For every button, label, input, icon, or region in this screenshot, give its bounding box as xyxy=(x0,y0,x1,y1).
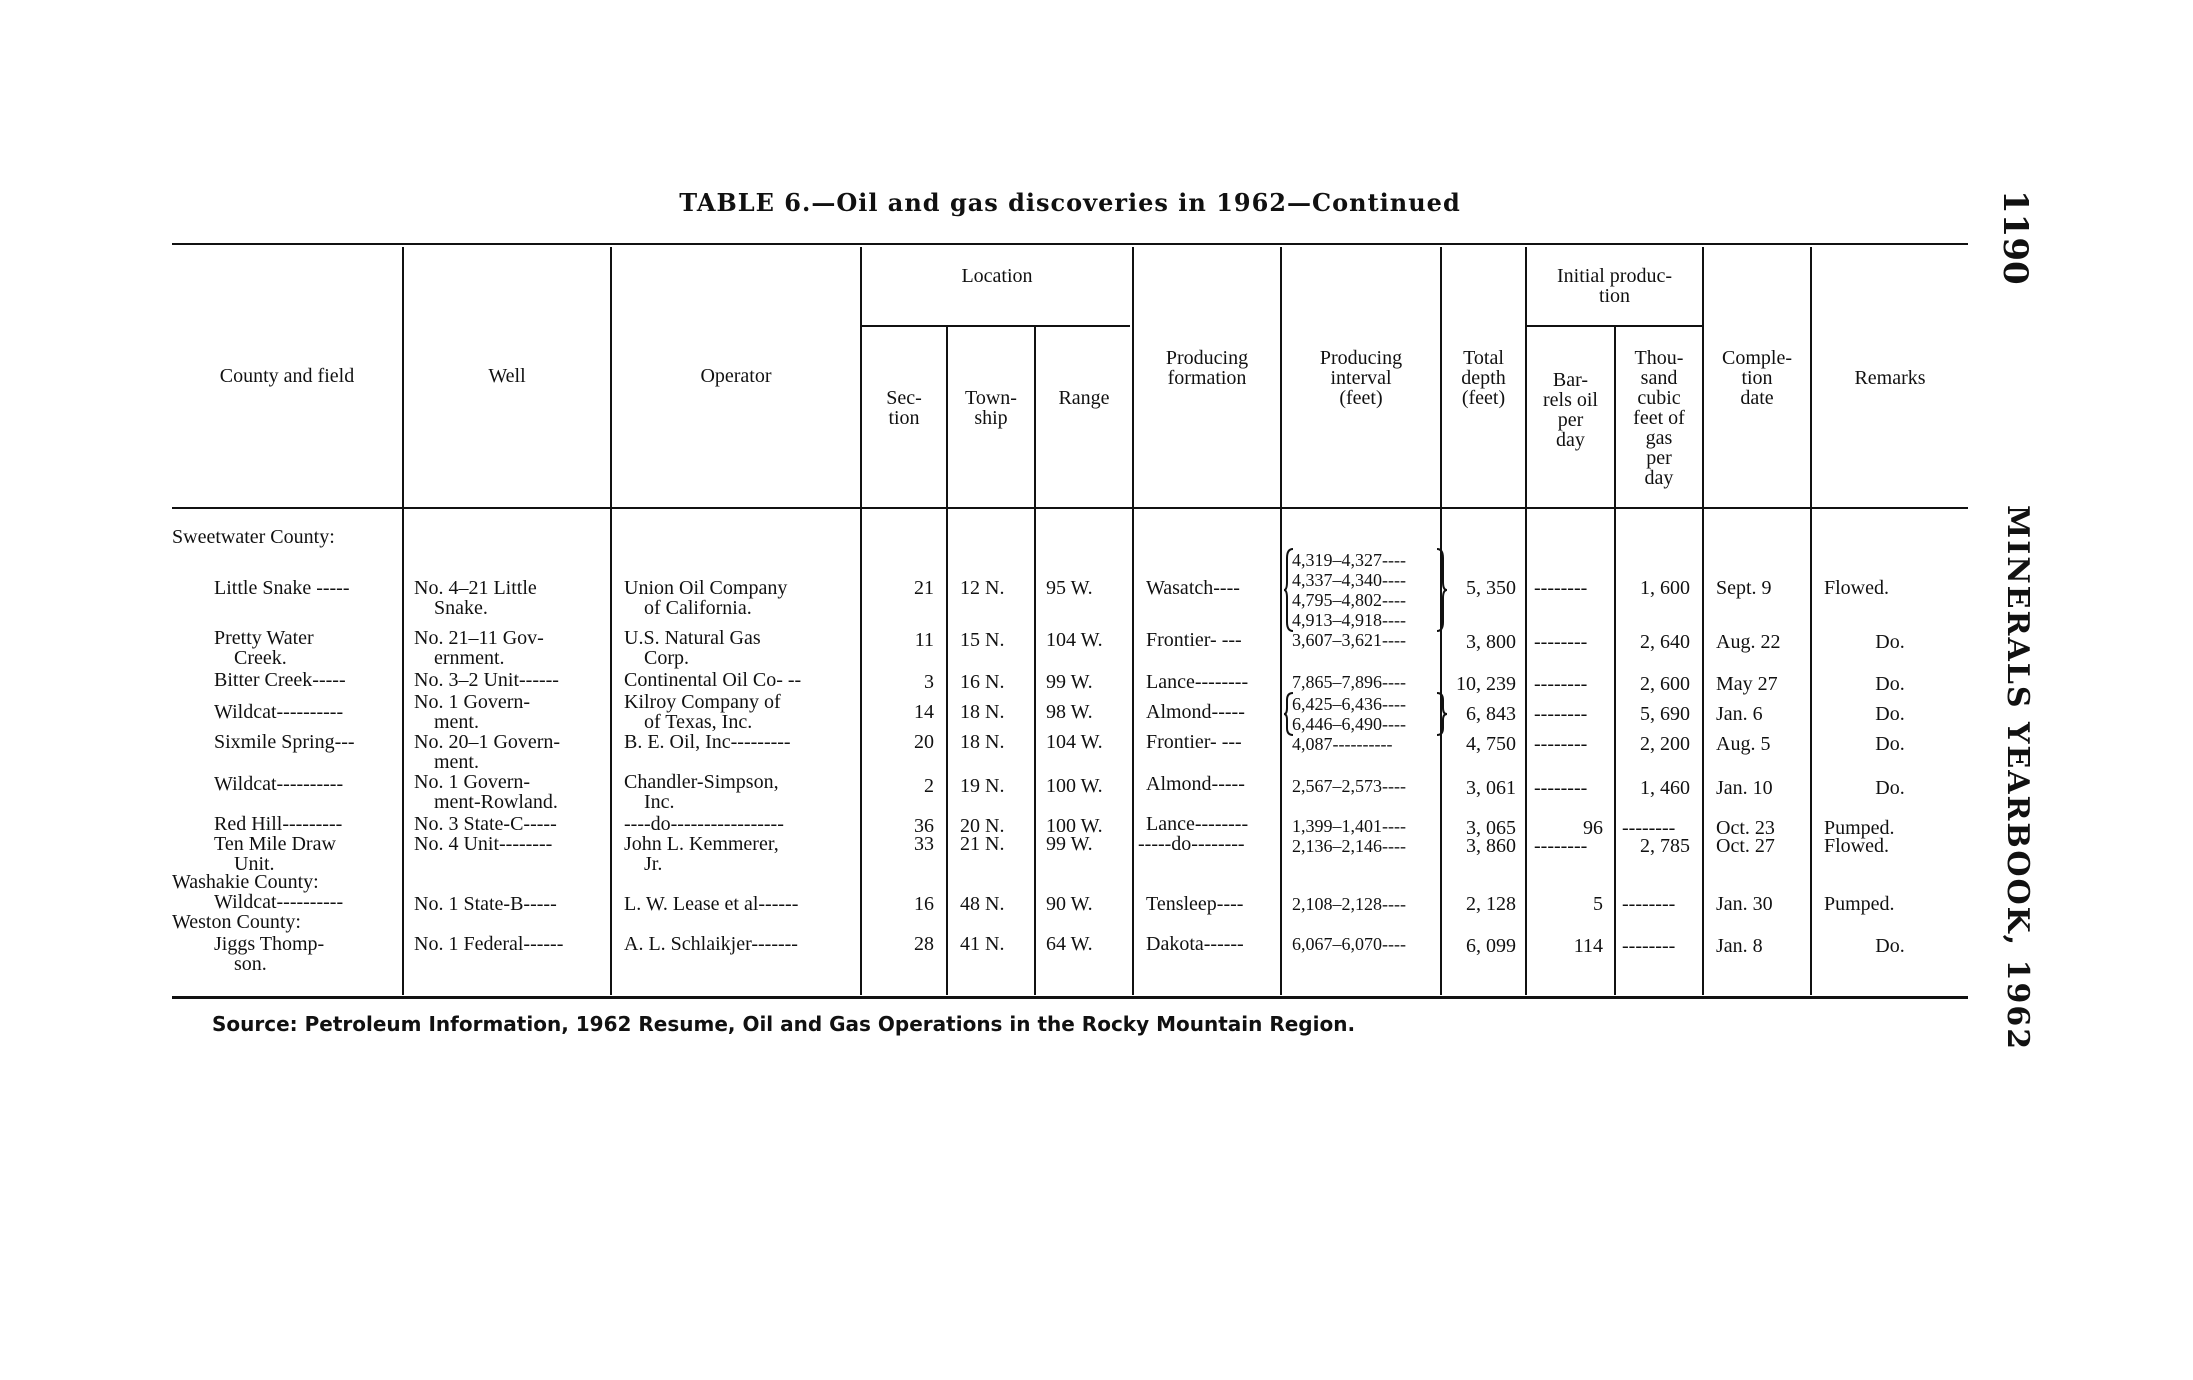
gas-value: 2, 640 xyxy=(1640,631,1690,653)
col-divider xyxy=(860,247,862,995)
formation-value: Dakota------ xyxy=(1146,933,1244,955)
remarks-value: Pumped. xyxy=(1824,817,1895,839)
township-value: 41 N. xyxy=(960,933,1005,955)
remarks-value: Do. xyxy=(1875,733,1905,755)
well-name: No. 20–1 Govern- xyxy=(414,731,561,753)
range-value: 100 W. xyxy=(1046,815,1103,837)
col-divider xyxy=(1810,247,1812,995)
oil-value: -------- xyxy=(1534,631,1588,653)
group-sweetwater: Sweetwater County: xyxy=(172,526,335,548)
interval-value: 4,795–4,802---- xyxy=(1292,590,1406,610)
well-name: No. 3–2 Unit------ xyxy=(414,669,559,691)
remarks-value: Do. xyxy=(1875,935,1905,957)
township-value: 19 N. xyxy=(960,775,1005,797)
operator-name: of Texas, Inc. xyxy=(644,711,753,733)
interval-value: 4,337–4,340---- xyxy=(1292,570,1406,590)
remarks-value: Do. xyxy=(1875,631,1905,653)
interval-value: 6,446–6,490---- xyxy=(1292,714,1406,734)
township-value: 48 N. xyxy=(960,893,1005,915)
field-name: Red Hill--------- xyxy=(214,813,343,835)
gas-value: 1, 600 xyxy=(1640,577,1690,599)
well-name: No. 3 State-C----- xyxy=(414,813,557,835)
bottom-rule xyxy=(172,996,1968,999)
section-value: 2 xyxy=(924,775,934,797)
field-name: Creek. xyxy=(234,647,287,669)
col-divider xyxy=(610,247,612,995)
oil-value: -------- xyxy=(1534,733,1588,755)
completion-date: Oct. 27 xyxy=(1716,835,1775,857)
range-value: 64 W. xyxy=(1046,933,1093,955)
interval-value: 1,399–1,401---- xyxy=(1292,816,1406,836)
formation-value: Lance-------- xyxy=(1146,813,1249,835)
section-value: 28 xyxy=(914,933,934,955)
township-value: 21 N. xyxy=(960,833,1005,855)
remarks-value: Do. xyxy=(1875,777,1905,799)
header-county-field: County and field xyxy=(219,365,355,387)
brace-left-little-snake xyxy=(1284,548,1294,632)
brace-right-little-snake xyxy=(1436,548,1448,632)
operator-name: Kilroy Company of xyxy=(624,691,781,713)
formation-value: Lance-------- xyxy=(1146,671,1249,693)
formation-value: Wasatch---- xyxy=(1146,577,1240,599)
oil-value: 114 xyxy=(1573,935,1603,957)
township-value: 18 N. xyxy=(960,701,1005,723)
oil-value: 96 xyxy=(1583,817,1603,839)
depth-value: 6, 099 xyxy=(1466,935,1516,957)
header-township: Town- ship xyxy=(965,387,1017,429)
interval-value: 2,108–2,128---- xyxy=(1292,894,1406,914)
operator-name: Union Oil Company xyxy=(624,577,788,599)
formation-value: Frontier- --- xyxy=(1146,629,1242,651)
depth-value: 6, 843 xyxy=(1466,703,1516,725)
section-value: 3 xyxy=(924,671,934,693)
well-name: ment. xyxy=(434,751,479,773)
completion-date: Jan. 8 xyxy=(1716,935,1763,957)
gas-value: 2, 600 xyxy=(1640,673,1690,695)
range-value: 104 W. xyxy=(1046,629,1103,651)
header-remarks: Remarks xyxy=(1854,367,1926,389)
depth-value: 3, 860 xyxy=(1466,835,1516,857)
range-value: 98 W. xyxy=(1046,701,1093,723)
interval-value: 4,319–4,327---- xyxy=(1292,550,1406,570)
header-total-depth: Total depth (feet) xyxy=(1461,347,1506,409)
header-initial-production: Initial produc- tion xyxy=(1557,265,1672,307)
section-value: 14 xyxy=(914,701,934,723)
depth-value: 5, 350 xyxy=(1466,577,1516,599)
gas-value: 5, 690 xyxy=(1640,703,1690,725)
header-gas: Thou- sand cubic feet of gas per day xyxy=(1633,347,1685,489)
field-name: Little Snake ----- xyxy=(214,577,350,599)
source-note: Source: Petroleum Information, 1962 Resume, Oil and Gas Operations in the Rocky Mountain Region. xyxy=(212,1012,1356,1036)
range-value: 95 W. xyxy=(1046,577,1093,599)
field-name: son. xyxy=(234,953,267,975)
header-producing-interval: Producing interval (feet) xyxy=(1319,347,1403,409)
field-name: Sixmile Spring--- xyxy=(214,731,355,753)
oil-value: -------- xyxy=(1534,835,1588,857)
col-divider xyxy=(402,247,404,995)
field-name: Jiggs Thomp- xyxy=(214,933,325,955)
location-rule xyxy=(862,325,1130,327)
header-well: Well xyxy=(488,365,526,387)
header-operator: Operator xyxy=(700,365,772,387)
operator-name: Chandler-Simpson, xyxy=(624,771,779,793)
header-producing-formation: Producing formation xyxy=(1165,347,1249,389)
brace-left-wildcat xyxy=(1284,692,1294,736)
operator-name: of California. xyxy=(644,597,752,619)
depth-value: 4, 750 xyxy=(1466,733,1516,755)
township-value: 18 N. xyxy=(960,731,1005,753)
operator-name: A. L. Schlaikjer------- xyxy=(624,933,798,955)
gas-value: -------- xyxy=(1622,935,1676,957)
header-barrels-oil: Bar- rels oil per day xyxy=(1543,369,1598,451)
top-rule xyxy=(172,243,1968,245)
interval-value: 3,607–3,621---- xyxy=(1292,630,1406,650)
well-name: ernment. xyxy=(434,647,505,669)
well-name: Snake. xyxy=(434,597,488,619)
operator-name: B. E. Oil, Inc--------- xyxy=(624,731,791,753)
formation-value: Almond----- xyxy=(1146,773,1245,795)
operator-name: John L. Kemmerer, xyxy=(624,833,779,855)
remarks-value: Do. xyxy=(1875,703,1905,725)
interval-value: 6,067–6,070---- xyxy=(1292,934,1406,954)
well-name: No. 1 State-B----- xyxy=(414,893,557,915)
formation-value: Almond----- xyxy=(1146,701,1245,723)
well-name: ment-Rowland. xyxy=(434,791,558,813)
completion-date: Oct. 23 xyxy=(1716,817,1775,839)
range-value: 90 W. xyxy=(1046,893,1093,915)
field-name: Wildcat---------- xyxy=(214,701,344,723)
field-name: Pretty Water xyxy=(214,627,314,649)
interval-value: 4,087---------- xyxy=(1292,734,1393,754)
gas-value: 2, 200 xyxy=(1640,733,1690,755)
well-name: No. 4–21 Little xyxy=(414,577,537,599)
operator-name: U.S. Natural Gas xyxy=(624,627,761,649)
depth-value: 2, 128 xyxy=(1466,893,1516,915)
field-name: Unit. xyxy=(234,853,275,875)
header-section: Sec- tion xyxy=(886,387,922,429)
interval-value: 2,567–2,573---- xyxy=(1292,776,1406,796)
well-name: No. 4 Unit-------- xyxy=(414,833,553,855)
well-name: No. 1 Govern- xyxy=(414,691,531,713)
remarks-value: Pumped. xyxy=(1824,893,1895,915)
completion-date: Jan. 10 xyxy=(1716,777,1773,799)
group-weston: Weston County: xyxy=(172,911,301,933)
header-rule xyxy=(172,507,1968,509)
field-name: Wildcat---------- xyxy=(214,773,344,795)
operator-name: Inc. xyxy=(644,791,675,813)
completion-date: Jan. 6 xyxy=(1716,703,1763,725)
depth-value: 3, 061 xyxy=(1466,777,1516,799)
well-name: ment. xyxy=(434,711,479,733)
table-title: TABLE 6.—Oil and gas discoveries in 1962—Continued xyxy=(679,188,1461,217)
gas-value: 1, 460 xyxy=(1640,777,1690,799)
section-value: 36 xyxy=(914,815,934,837)
field-name: Ten Mile Draw xyxy=(214,833,336,855)
interval-value: 4,913–4,918---- xyxy=(1292,610,1406,630)
header-range: Range xyxy=(1058,387,1110,409)
completion-date: Aug. 22 xyxy=(1716,631,1781,653)
depth-value: 10, 239 xyxy=(1456,673,1516,695)
operator-name: Corp. xyxy=(644,647,689,669)
section-value: 33 xyxy=(914,833,934,855)
well-name: No. 1 Govern- xyxy=(414,771,531,793)
range-value: 99 W. xyxy=(1046,833,1093,855)
formation-value: Frontier- --- xyxy=(1146,731,1242,753)
range-value: 99 W. xyxy=(1046,671,1093,693)
section-value: 11 xyxy=(914,629,934,651)
completion-date: Jan. 30 xyxy=(1716,893,1773,915)
section-value: 20 xyxy=(914,731,934,753)
remarks-value: Flowed. xyxy=(1824,835,1889,857)
operator-name: Jr. xyxy=(644,853,663,875)
gas-value: -------- xyxy=(1622,817,1676,839)
depth-value: 3, 065 xyxy=(1466,817,1516,839)
completion-date: May 27 xyxy=(1716,673,1778,695)
gas-value: 2, 785 xyxy=(1640,835,1690,857)
formation-value: Tensleep---- xyxy=(1146,893,1244,915)
interval-value: 7,865–7,896---- xyxy=(1292,672,1406,692)
header-completion-date: Comple- tion date xyxy=(1722,347,1792,409)
field-name: Bitter Creek----- xyxy=(214,669,346,691)
group-washakie: Washakie County: xyxy=(172,871,319,893)
brace-right-wildcat xyxy=(1436,692,1448,736)
completion-date: Sept. 9 xyxy=(1716,577,1772,599)
col-divider xyxy=(1034,327,1036,995)
interval-value: 6,425–6,436---- xyxy=(1292,694,1406,714)
page-number: 1190 xyxy=(1995,190,2035,285)
operator-name: ----do----------------- xyxy=(624,813,784,835)
oil-value: -------- xyxy=(1534,777,1588,799)
interval-value: 2,136–2,146---- xyxy=(1292,836,1406,856)
oil-value: -------- xyxy=(1534,577,1588,599)
field-name: Wildcat---------- xyxy=(214,891,344,913)
depth-value: 3, 800 xyxy=(1466,631,1516,653)
oil-value: 5 xyxy=(1593,893,1603,915)
township-value: 20 N. xyxy=(960,815,1005,837)
township-value: 15 N. xyxy=(960,629,1005,651)
gas-value: -------- xyxy=(1622,893,1676,915)
well-name: No. 21–11 Gov- xyxy=(414,627,544,649)
range-value: 104 W. xyxy=(1046,731,1103,753)
well-name: No. 1 Federal------ xyxy=(414,933,564,955)
remarks-value: Flowed. xyxy=(1824,577,1889,599)
township-value: 16 N. xyxy=(960,671,1005,693)
section-value: 16 xyxy=(914,893,934,915)
oil-value: -------- xyxy=(1534,703,1588,725)
range-value: 100 W. xyxy=(1046,775,1103,797)
township-value: 12 N. xyxy=(960,577,1005,599)
operator-name: L. W. Lease et al------ xyxy=(624,893,799,915)
oil-value: -------- xyxy=(1534,673,1588,695)
col-divider xyxy=(1525,247,1527,995)
section-value: 21 xyxy=(914,577,934,599)
running-head: MINERALS YEARBOOK, 1962 xyxy=(2000,505,2035,1052)
formation-value: -----do-------- xyxy=(1138,833,1245,855)
operator-name: Continental Oil Co- -- xyxy=(624,669,802,691)
completion-date: Aug. 5 xyxy=(1716,733,1771,755)
header-location: Location xyxy=(961,265,1033,287)
remarks-value: Do. xyxy=(1875,673,1905,695)
